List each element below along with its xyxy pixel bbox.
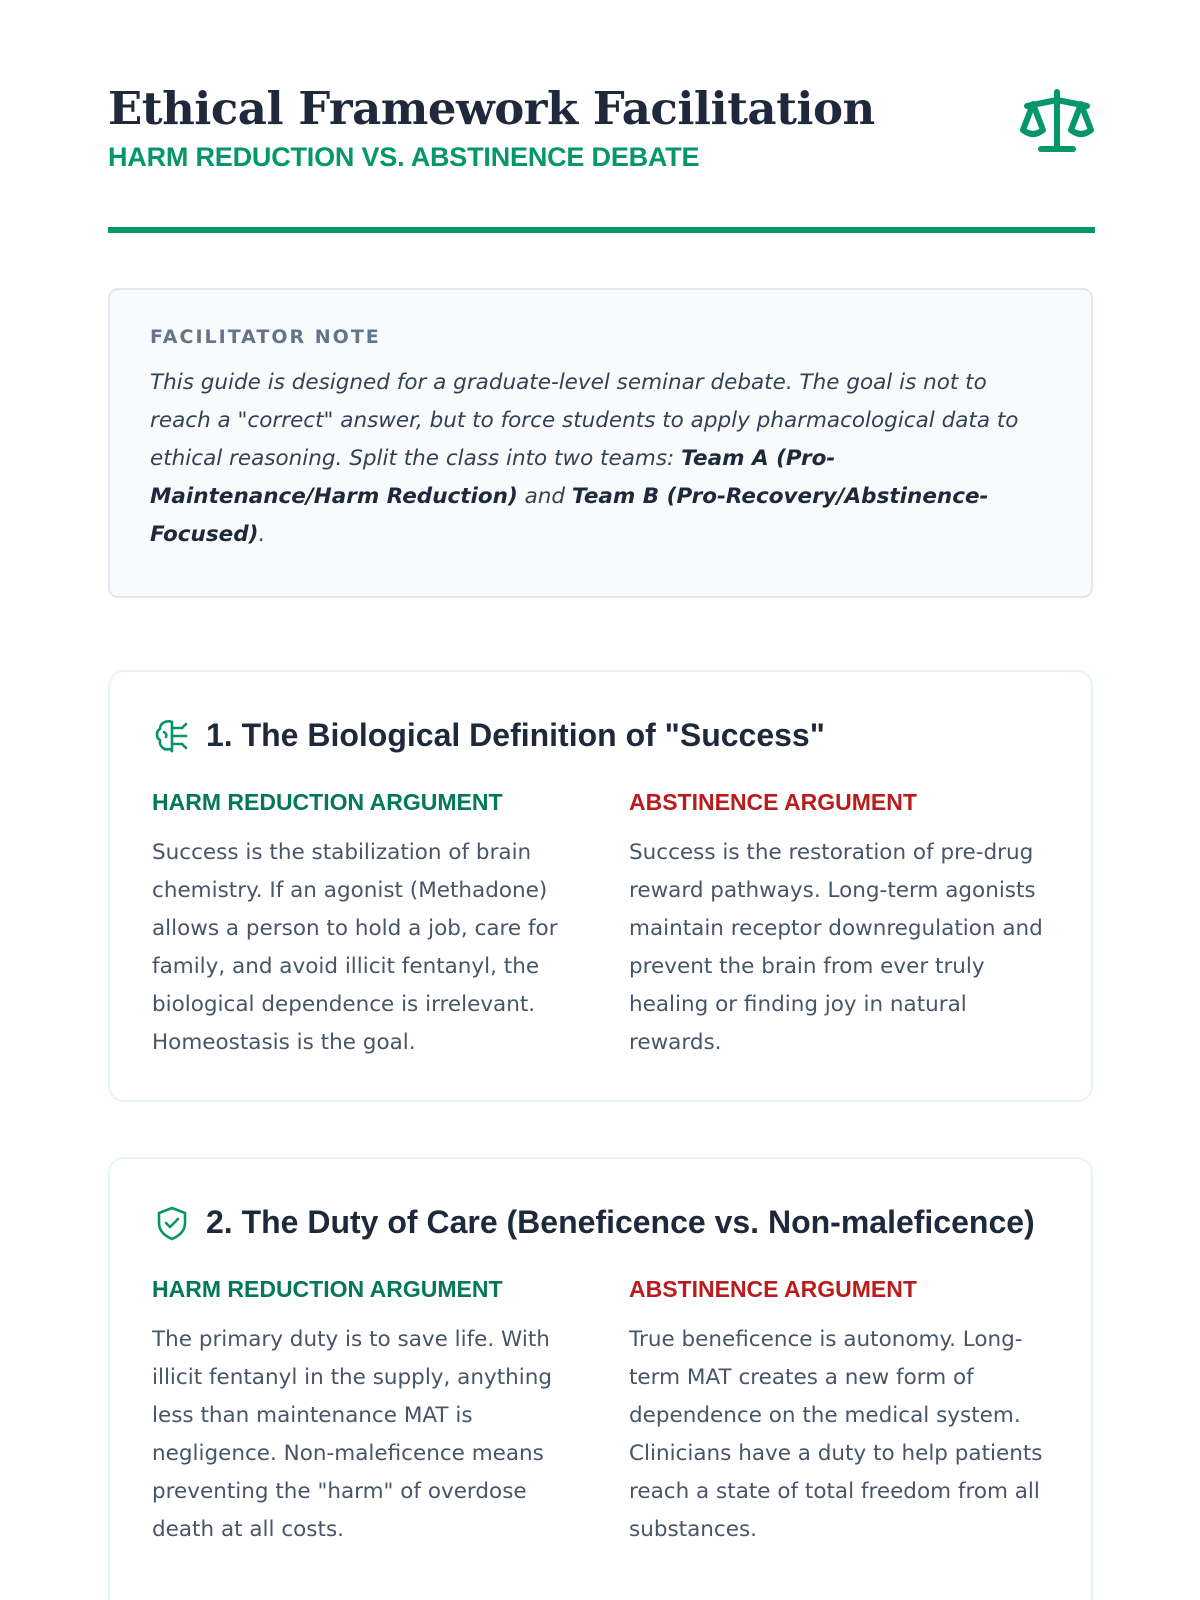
facilitator-note [108, 288, 1093, 598]
section-title: 1. The Biological Definition of "Success" [206, 717, 825, 753]
page-subtitle: HARM REDUCTION VS. ABSTINENCE DEBATE [108, 142, 700, 172]
abstinence-column [629, 1276, 1049, 1549]
section-header [152, 712, 1049, 759]
note-intro: This guide is designed for a graduate-level seminar debate. The goal is not to reach a "correct" answer, but to force students to apply pharmacological data to ethical reasoning. Split the class into two teams: [150, 370, 1019, 471]
harm-reduction-column [152, 1276, 572, 1549]
team-a-label: Team A (Pro-Maintenance/Harm Reduction) [150, 446, 836, 509]
note-and: and [517, 484, 572, 509]
page-title: Ethical Framework Facilitation [108, 82, 875, 135]
abstinence-text: Success is the restoration of pre-drug reward pathways. Long-term agonists maintain receptor downregulation and prevent the brain from ever truly healing or finding joy in natural rewards. [629, 840, 1043, 1055]
header-divider [108, 227, 1095, 233]
shield-check-icon [152, 1203, 192, 1243]
argument-columns [152, 1276, 1049, 1549]
harm-reduction-column [152, 789, 572, 1062]
harm-reduction-label: HARM REDUCTION ARGUMENT [152, 789, 503, 815]
section-header [152, 1199, 1049, 1246]
section-card-success [108, 670, 1093, 1102]
harm-reduction-label: HARM REDUCTION ARGUMENT [152, 1276, 503, 1302]
note-text [150, 364, 1051, 554]
header [108, 82, 1095, 173]
note-label: FACILITATOR NOTE [150, 326, 381, 348]
abstinence-text: True beneficence is autonomy. Long-term MAT creates a new form of dependence on the medical system. Clinicians have a duty to help patients reach a state of total freedom from all substances. [629, 1327, 1043, 1542]
harm-reduction-text: Success is the stabilization of brain chemistry. If an agonist (Methadone) allows a person to hold a job, care for family, and avoid illicit fentanyl, the biological dependence is irrelevant. Homeostasis is the goal. [152, 840, 558, 1055]
section-card-duty-of-care [108, 1157, 1093, 1600]
team-b-label: Team B (Pro-Recovery/Abstinence-Focused) [150, 484, 989, 547]
harm-reduction-text: The primary duty is to save life. With illicit fentanyl in the supply, anything less than maintenance MAT is negligence. Non-maleficence means preventing the "harm" of overdose death at all costs. [152, 1327, 553, 1542]
abstinence-label: ABSTINENCE ARGUMENT [629, 1276, 917, 1302]
abstinence-column [629, 789, 1049, 1062]
scale-balance-icon [1019, 86, 1095, 156]
argument-columns [152, 789, 1049, 1062]
note-end: . [258, 522, 266, 547]
abstinence-label: ABSTINENCE ARGUMENT [629, 789, 917, 815]
section-title: 2. The Duty of Care (Beneficence vs. Non-maleficence) [206, 1204, 1035, 1240]
brain-icon [152, 716, 192, 756]
